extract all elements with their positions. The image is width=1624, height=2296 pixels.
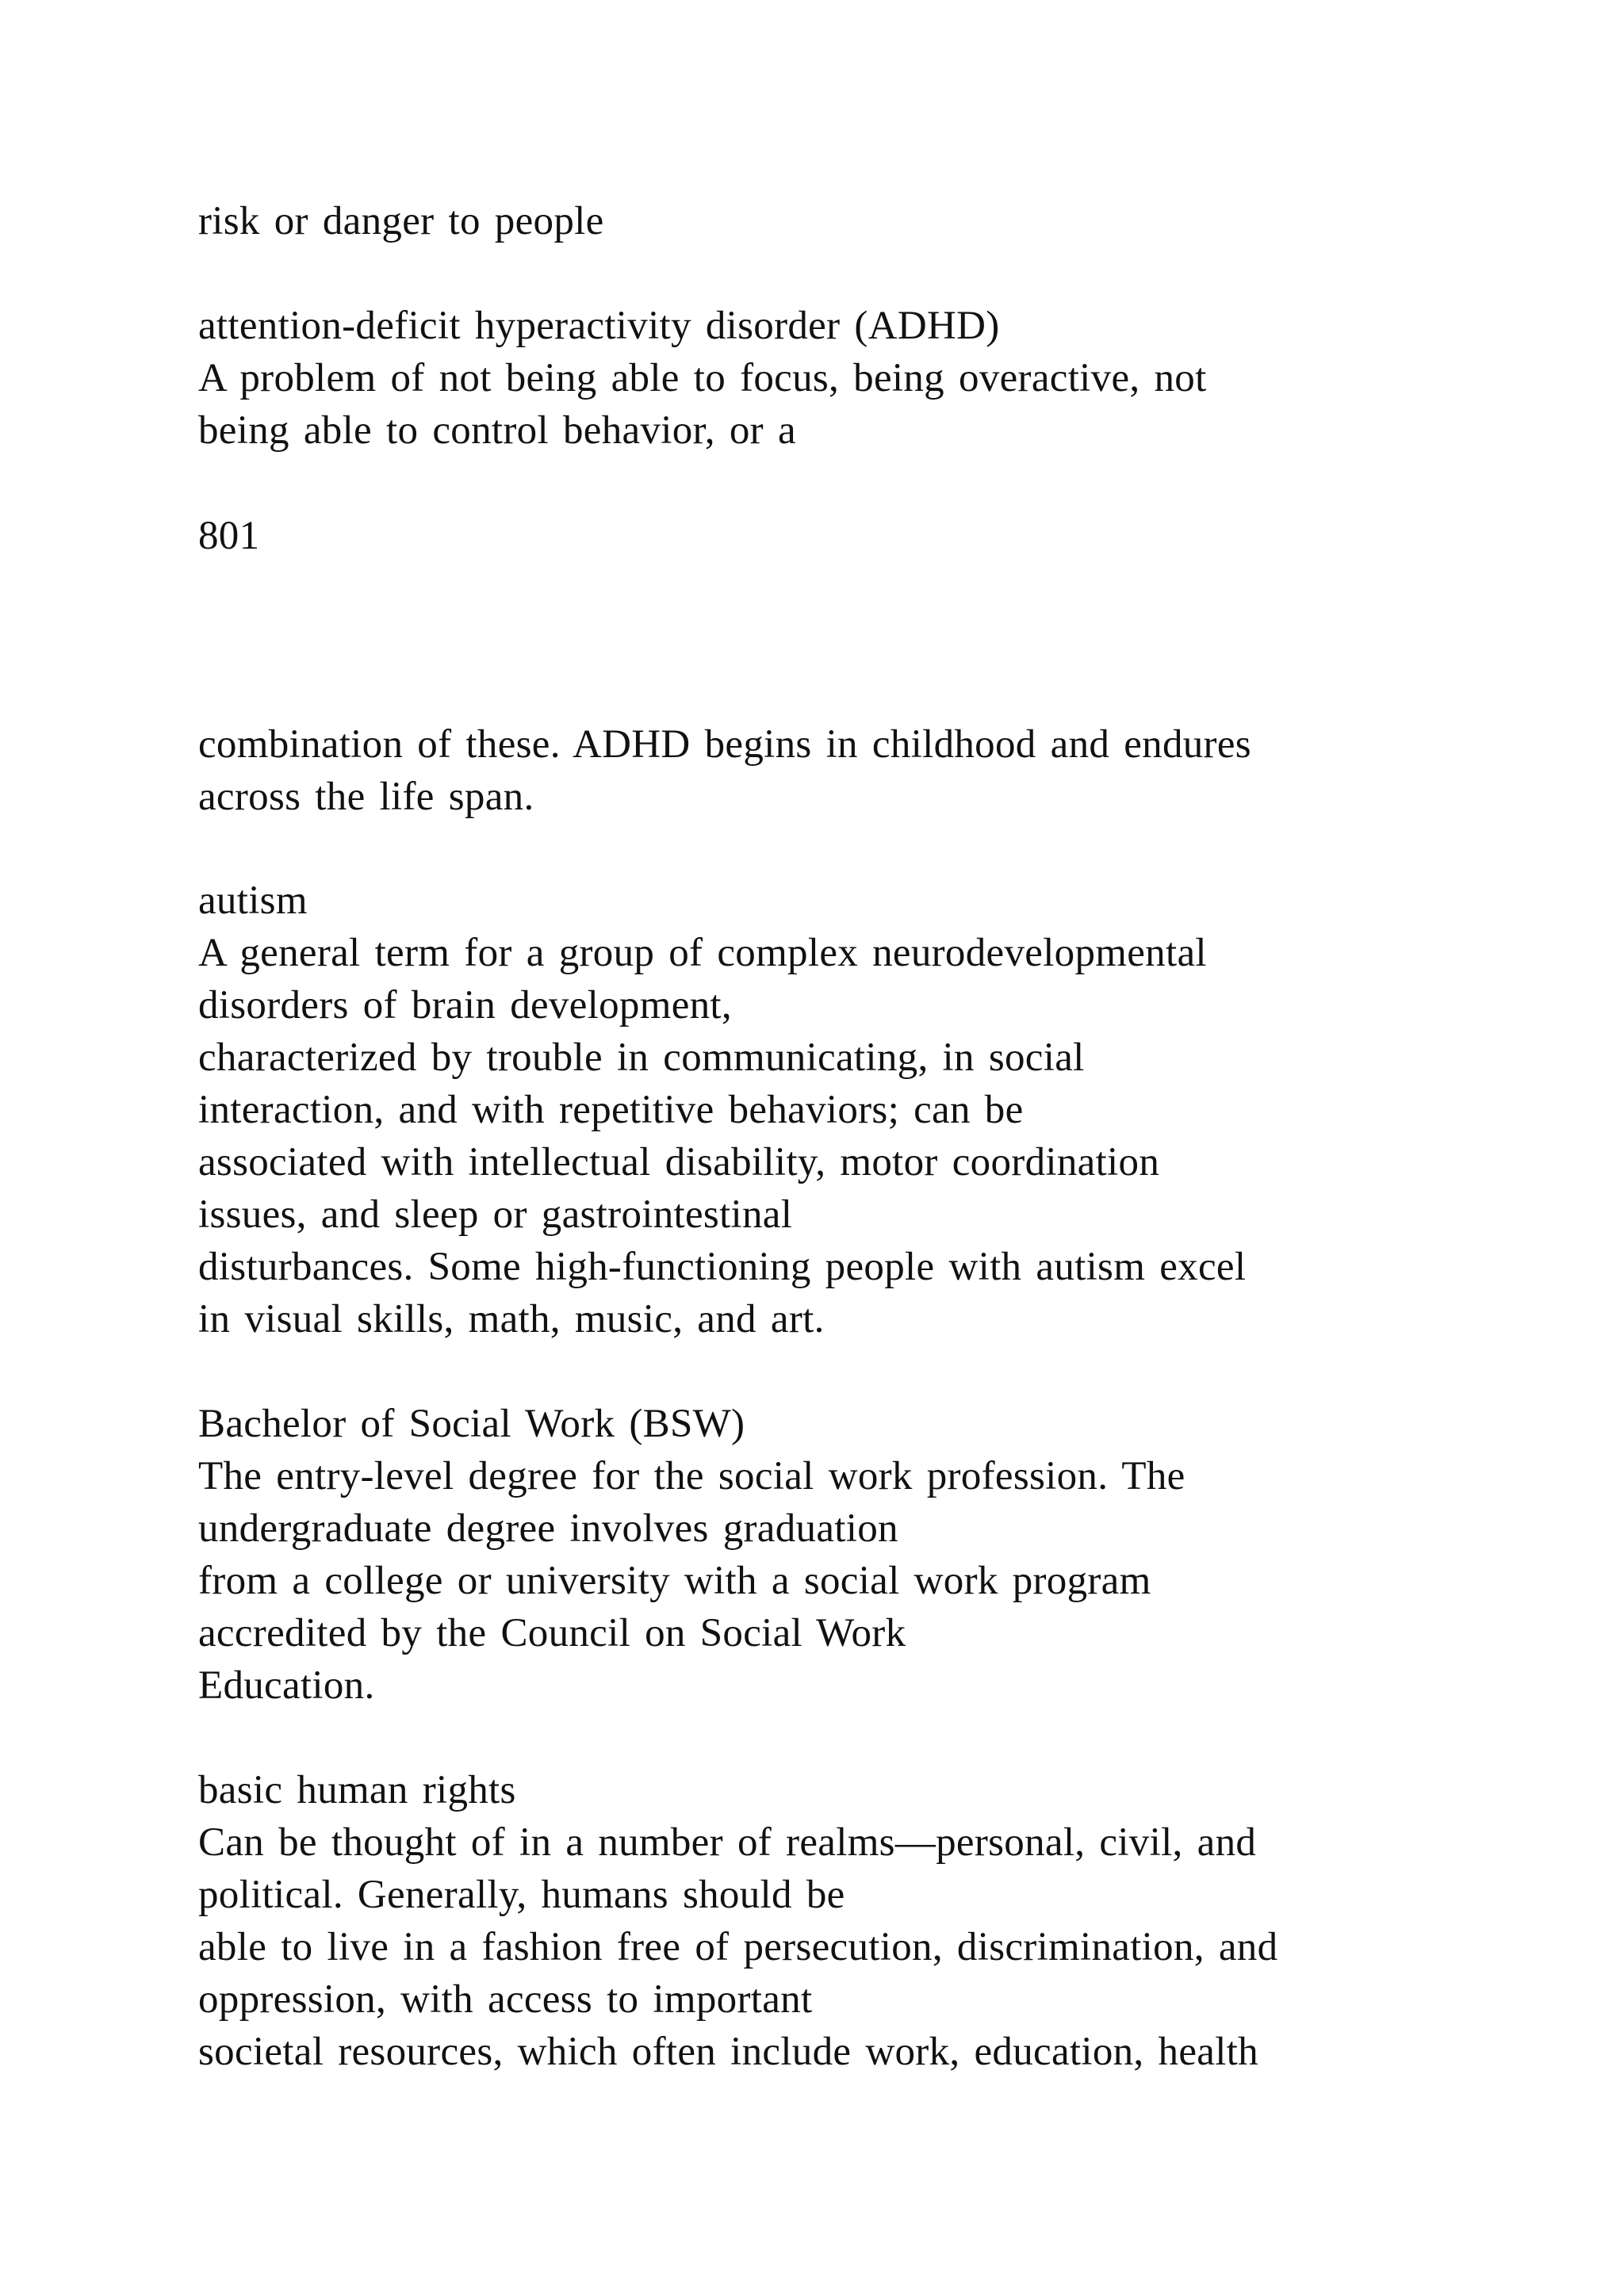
page-number: 801: [198, 514, 260, 558]
text-line: disturbances. Some high-functioning people with autism excel: [198, 1245, 1247, 1289]
text-line: The entry-level degree for the social work profession. The: [198, 1454, 1185, 1498]
text-line: being able to control behavior, or a: [198, 408, 796, 453]
text-line: accredited by the Council on Social Work: [198, 1611, 906, 1655]
text-line: from a college or university with a social work program: [198, 1559, 1151, 1603]
text-line: risk or danger to people: [198, 199, 604, 243]
text-line: interaction, and with repetitive behaviors; can be: [198, 1088, 1024, 1132]
text-line: across the life span.: [198, 775, 534, 819]
glossary-term-basic-human-rights: basic human rights: [198, 1768, 516, 1812]
text-line: in visual skills, math, music, and art.: [198, 1297, 825, 1341]
glossary-term-autism: autism: [198, 878, 308, 923]
text-line: political. Generally, humans should be: [198, 1873, 845, 1917]
text-line: A problem of not being able to focus, being overactive, not: [198, 356, 1207, 400]
text-line: associated with intellectual disability, motor coordination: [198, 1140, 1160, 1184]
glossary-term-adhd: attention-deficit hyperactivity disorder (ADHD): [198, 304, 1000, 348]
text-line: disorders of brain development,: [198, 983, 732, 1027]
text-line: societal resources, which often include work, education, health: [198, 2030, 1258, 2074]
text-line: Can be thought of in a number of realms—personal, civil, and: [198, 1820, 1257, 1865]
text-line: combination of these. ADHD begins in childhood and endures: [198, 722, 1251, 767]
text-line: A general term for a group of complex neurodevelopmental: [198, 931, 1207, 975]
text-line: issues, and sleep or gastrointestinal: [198, 1192, 793, 1237]
text-line: Education.: [198, 1663, 375, 1708]
text-line: undergraduate degree involves graduation: [198, 1506, 898, 1551]
glossary-term-bsw: Bachelor of Social Work (BSW): [198, 1402, 745, 1446]
text-line: able to live in a fashion free of persecution, discrimination, and: [198, 1925, 1278, 1969]
text-line: characterized by trouble in communicating, in social: [198, 1035, 1085, 1080]
text-line: oppression, with access to important: [198, 1977, 813, 2022]
